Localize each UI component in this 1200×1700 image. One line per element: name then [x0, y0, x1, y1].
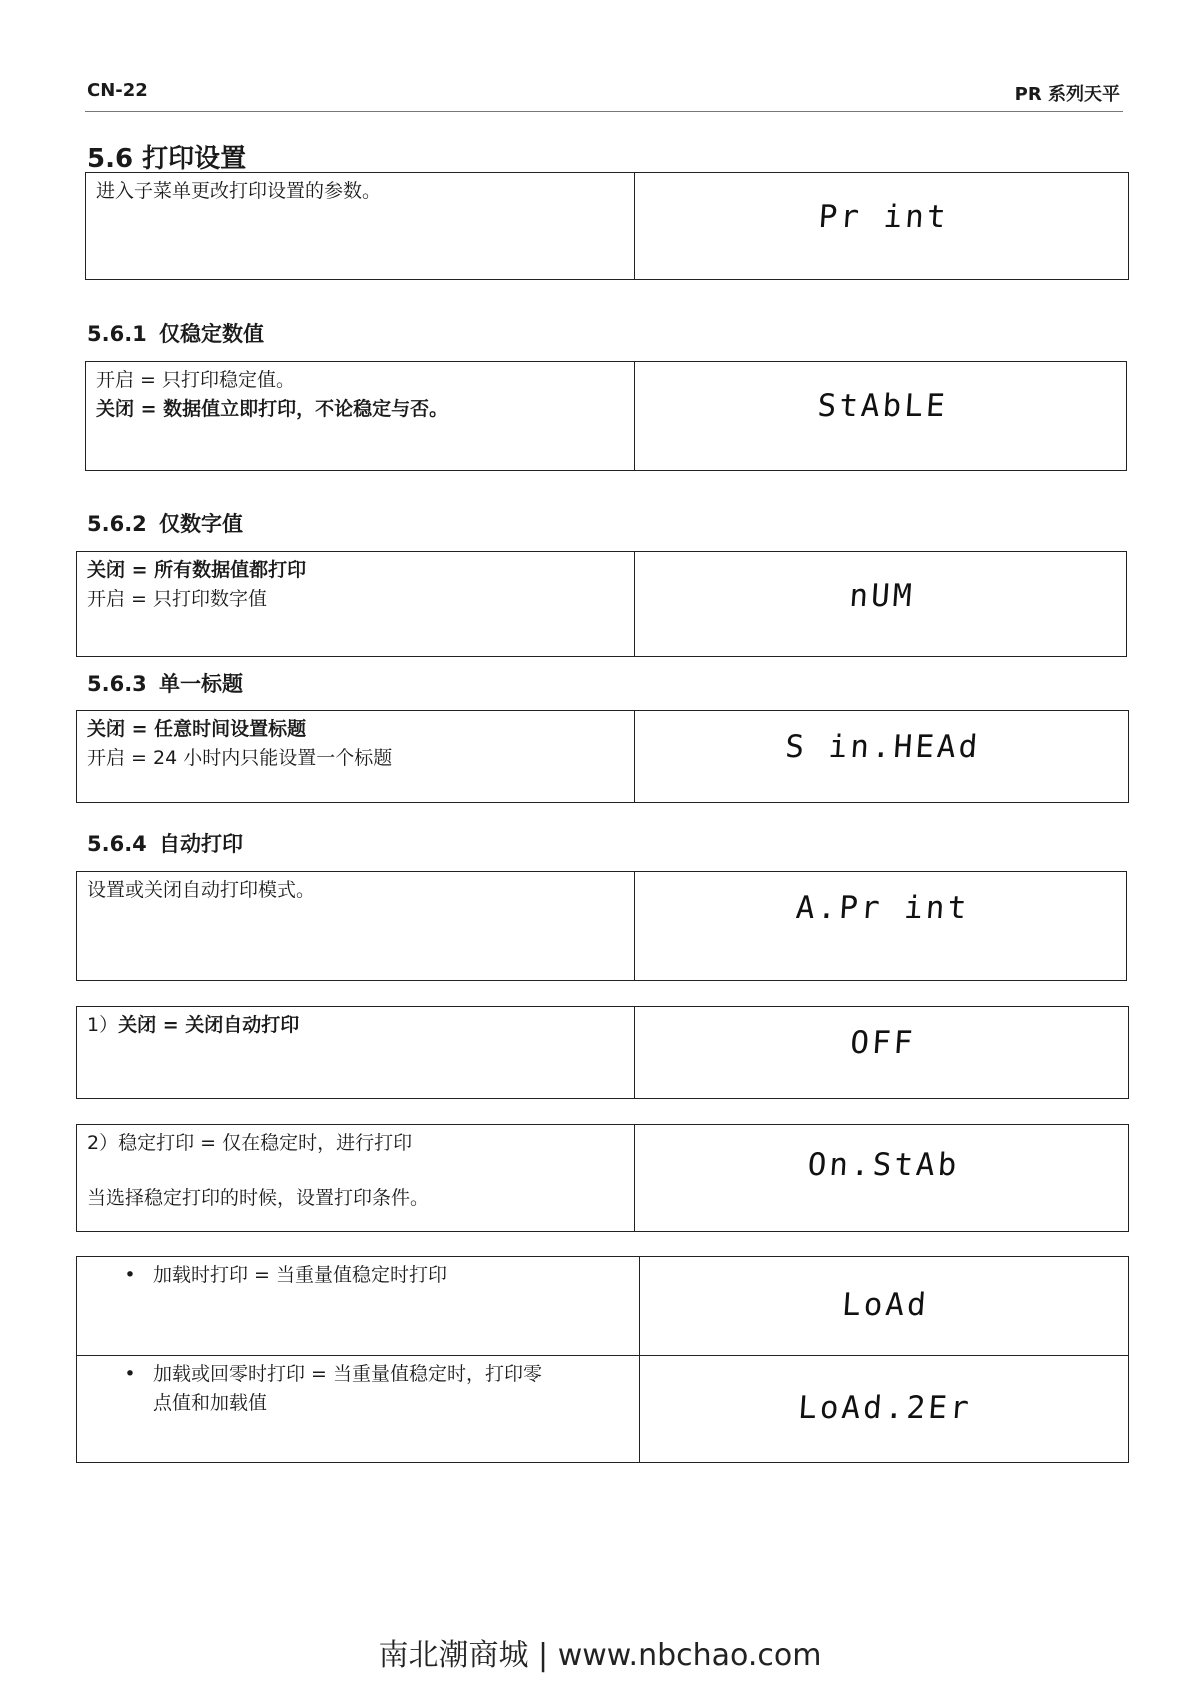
auto-print-table	[76, 871, 1127, 981]
description-text: 进入子菜单更改打印设置的参数。	[96, 180, 382, 202]
display-cell	[635, 1007, 1128, 1098]
lcd-display: Pr int	[816, 199, 950, 235]
lcd-display: LoAd	[840, 1287, 930, 1323]
print-settings-table	[85, 172, 1129, 280]
doc-title: PR 系列天平	[1014, 84, 1120, 105]
lcd-display: StAbLE	[815, 388, 949, 424]
description-cell	[77, 872, 635, 980]
subsection-number: 5.6.1	[87, 322, 147, 346]
option-text: 关闭 = 关闭自动打印	[118, 1014, 300, 1036]
description-line: 关闭 = 任意时间设置标题	[87, 718, 307, 740]
bullet: •	[124, 1363, 136, 1385]
display-cell	[635, 872, 1126, 980]
lcd-display: S in.HEAd	[784, 729, 982, 765]
display-cell	[640, 1356, 1128, 1462]
description-line: 开启 = 只打印稳定值。	[96, 369, 295, 391]
stable-only-table	[85, 361, 1127, 471]
description-line: 关闭 = 所有数据值都打印	[87, 559, 307, 581]
description-line: 当选择稳定打印的时候，设置打印条件。	[87, 1187, 430, 1209]
bullet-text: 加载或回零时打印 = 当重量值稳定时，打印零	[153, 1363, 543, 1385]
display-cell	[635, 1125, 1128, 1231]
subsection-heading	[87, 668, 243, 698]
auto-print-stable-table	[76, 1124, 1129, 1232]
table-row	[77, 1355, 1128, 1462]
subsection-heading	[87, 828, 243, 858]
display-cell	[635, 711, 1128, 802]
description-line: 关闭 = 数据值立即打印，不论稳定与否。	[96, 398, 449, 420]
display-cell	[635, 173, 1128, 279]
lcd-display: On.StAb	[806, 1147, 961, 1183]
auto-print-off-table	[76, 1006, 1129, 1099]
subsection-heading	[87, 318, 264, 348]
subsection-title: 自动打印	[159, 832, 243, 856]
display-cell	[635, 362, 1126, 470]
description-cell	[77, 1125, 635, 1231]
description-line	[87, 1011, 624, 1040]
header-divider	[85, 111, 1123, 112]
display-cell	[640, 1257, 1128, 1355]
print-condition-table	[76, 1256, 1129, 1463]
description-cell	[86, 362, 635, 470]
display-cell	[635, 552, 1126, 656]
subsection-heading	[87, 508, 243, 538]
lcd-display: OFF	[849, 1025, 917, 1061]
description-cell	[77, 711, 635, 802]
description-cell	[77, 1007, 635, 1098]
footer-watermark: 南北潮商城 | www.nbchao.com	[378, 1638, 822, 1673]
subsection-number: 5.6.3	[87, 672, 147, 696]
bullet-text-block	[153, 1360, 542, 1418]
bullet-item	[87, 1261, 629, 1290]
subsection-title: 单一标题	[159, 672, 243, 696]
single-header-table	[76, 710, 1129, 803]
subsection-number: 5.6.2	[87, 512, 147, 536]
description-cell	[86, 173, 635, 279]
table-row	[77, 1257, 1128, 1355]
description-text: 设置或关闭自动打印模式。	[87, 879, 316, 901]
description-line: 2）稳定打印 = 仅在稳定时，进行打印	[87, 1132, 413, 1154]
lcd-display: nUM	[848, 578, 916, 614]
description-line: 开启 = 只打印数字值	[87, 588, 267, 610]
numeric-only-table	[76, 551, 1127, 657]
page-id: CN-22	[87, 80, 148, 101]
description-line: 开启 = 24 小时内只能设置一个标题	[87, 747, 393, 769]
bullet-text: 加载时打印 = 当重量值稳定时打印	[153, 1264, 447, 1286]
section-title: 5.6 打印设置	[87, 144, 247, 174]
bullet-item	[87, 1360, 629, 1418]
lcd-display: LoAd.2Er	[797, 1390, 974, 1426]
bullet-text: 点值和加载值	[153, 1392, 268, 1414]
description-cell	[77, 552, 635, 656]
bullet: •	[124, 1264, 136, 1286]
description-cell	[77, 1257, 640, 1355]
subsection-title: 仅稳定数值	[159, 322, 264, 346]
option-number: 1）	[87, 1014, 119, 1036]
subsection-title: 仅数字值	[159, 512, 243, 536]
subsection-number: 5.6.4	[87, 832, 147, 856]
description-cell	[77, 1356, 640, 1462]
lcd-display: A.Pr int	[794, 890, 971, 926]
